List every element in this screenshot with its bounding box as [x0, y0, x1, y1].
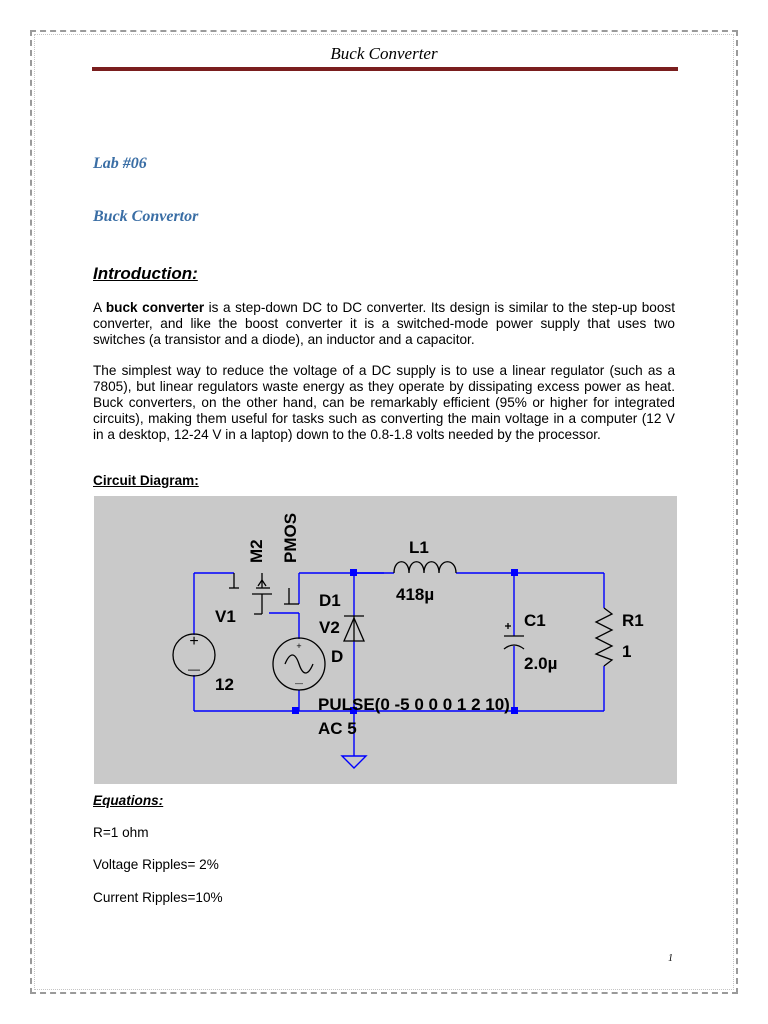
label-l1-value: 418µ [396, 585, 435, 604]
v2-plus-sign: + [296, 641, 302, 651]
page-number: 1 [668, 953, 673, 964]
node-ground-c1 [511, 707, 518, 714]
label-m2: M2 [247, 539, 266, 563]
intro-paragraph-2: The simplest way to reduce the voltage of a DC supply is to use a linear regulator (such as a 7805), but linear regulators waste energy as they operate by dissipating excess power as heat. Buck converters, on the other hand, can be remarkably efficient (95% or higher for integrated circuits), making them useful for tasks such as converting the main voltage in a computer (12 V in a desktop, 12-24 V in a laptop) down to the 0.8-1.8 volts needed by the processor. [93, 363, 675, 442]
circuit-diagram [94, 496, 677, 784]
v2-minus-sign: — [295, 679, 303, 688]
label-l1: L1 [409, 538, 429, 557]
intro-p1-rest: is a step-down DC to DC converter. Its design is similar to the step-up boost converter, and like the boost converter it is a switched-mode power supply that uses two switches (a transistor and a diode), an inductor and a capacitor. [93, 300, 676, 347]
label-v2: V2 [319, 618, 340, 637]
equations-heading: Equations: [93, 793, 164, 808]
v1-minus-sign: — [188, 662, 200, 676]
label-v1-value: 12 [215, 675, 234, 694]
node-switch [350, 569, 357, 576]
intro-p1-bold-term: buck converter [105, 300, 205, 315]
diode-d1-symbol [344, 616, 364, 641]
circuit-diagram-heading: Circuit Diagram: [93, 473, 199, 488]
header-rule [92, 67, 678, 71]
intro-paragraph-1 [93, 300, 675, 348]
inductor-l1-symbol [394, 562, 456, 573]
label-d1-model: D [331, 647, 344, 666]
mosfet-m2-symbol [229, 573, 299, 614]
label-v2-ac: AC 5 [318, 719, 357, 738]
label-v2-pulse: PULSE(0 -5 0 0 0 1 2 10) [318, 695, 510, 714]
equation-resistance: R=1 ohm [93, 825, 149, 840]
label-c1: C1 [524, 611, 546, 630]
node-output [511, 569, 518, 576]
v1-plus-sign: + [189, 633, 199, 650]
node-v2-ground [292, 707, 299, 714]
label-r1: R1 [622, 611, 644, 630]
label-v1: V1 [215, 607, 236, 626]
equation-current-ripples: Current Ripples=10% [93, 890, 223, 905]
label-r1-value: 1 [622, 642, 632, 661]
ground-symbol [342, 756, 366, 768]
lab-title: Buck Convertor [93, 208, 199, 225]
introduction-heading: Introduction: [93, 264, 198, 283]
voltage-source-v2 [273, 638, 325, 690]
resistor-r1-symbol [596, 608, 612, 666]
lab-number: Lab #06 [93, 155, 147, 172]
label-c1-value: 2.0µ [524, 654, 558, 673]
label-pmos: PMOS [281, 512, 300, 563]
intro-p1-prefix: A [93, 300, 106, 315]
label-d1: D1 [319, 591, 341, 610]
voltage-source-v1 [173, 633, 215, 676]
equation-voltage-ripples: Voltage Ripples= 2% [93, 857, 219, 872]
header-title: Buck Converter [330, 44, 438, 63]
